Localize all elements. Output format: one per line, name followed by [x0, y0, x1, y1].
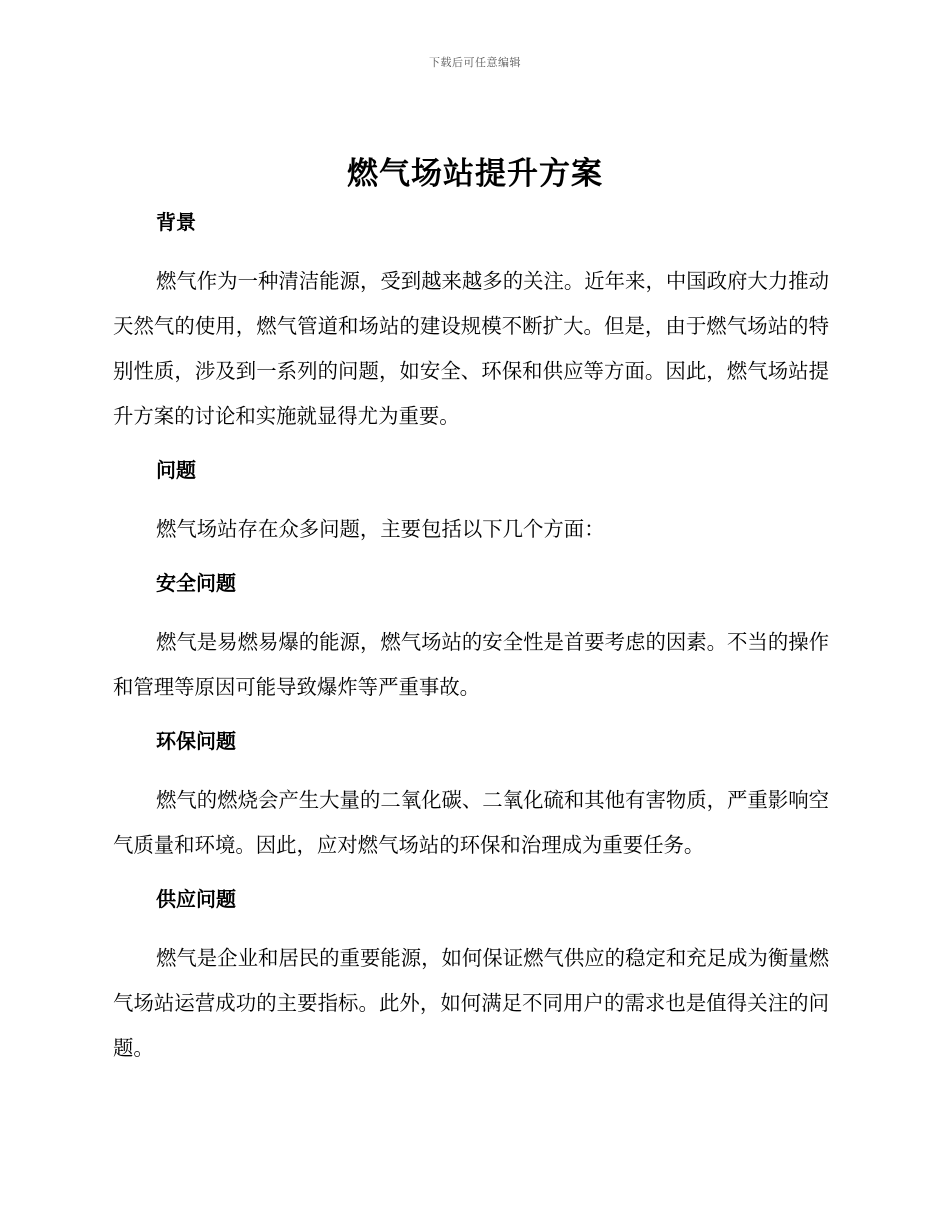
paragraph-safety: 燃气是易燃易爆的能源，燃气场站的安全性是首要考虑的因素。不当的操作和管理等原因可能导致爆炸等严重事故。 [113, 630, 829, 699]
paragraph-supply: 燃气是企业和居民的重要能源，如何保证燃气供应的稳定和充足成为衡量燃气场站运营成功的主要指标。此外，如何满足不同用户的需求也是值得关注的问题。 [113, 946, 829, 1060]
section-heading-environment: 环保问题 [156, 729, 236, 753]
document-body [113, 205, 829, 1071]
paragraph-background: 燃气作为一种清洁能源，受到越来越多的关注。近年来，中国政府大力推动天然气的使用，燃气管道和场站的建设规模不断扩大。但是，由于燃气场站的特别性质，涉及到一系列的问题，如安全、环保和供应等方面。因此，燃气场站提升方案的讨论和实施就显得尤为重要。 [113, 269, 829, 428]
paragraph-environment: 燃气的燃烧会产生大量的二氧化碳、二氧化硫和其他有害物质，严重影响空气质量和环境。因此，应对燃气场站的环保和治理成为重要任务。 [113, 788, 829, 857]
paragraph-problems: 燃气场站存在众多问题，主要包括以下几个方面： [156, 517, 605, 541]
document-title: 燃气场站提升方案 [347, 156, 603, 192]
section-heading-supply: 供应问题 [156, 887, 236, 911]
section-heading-background: 背景 [156, 210, 196, 234]
section-heading-problems: 问题 [156, 458, 196, 482]
page-header-note: 下载后可任意编辑 [429, 56, 521, 69]
section-heading-safety: 安全问题 [156, 571, 236, 595]
